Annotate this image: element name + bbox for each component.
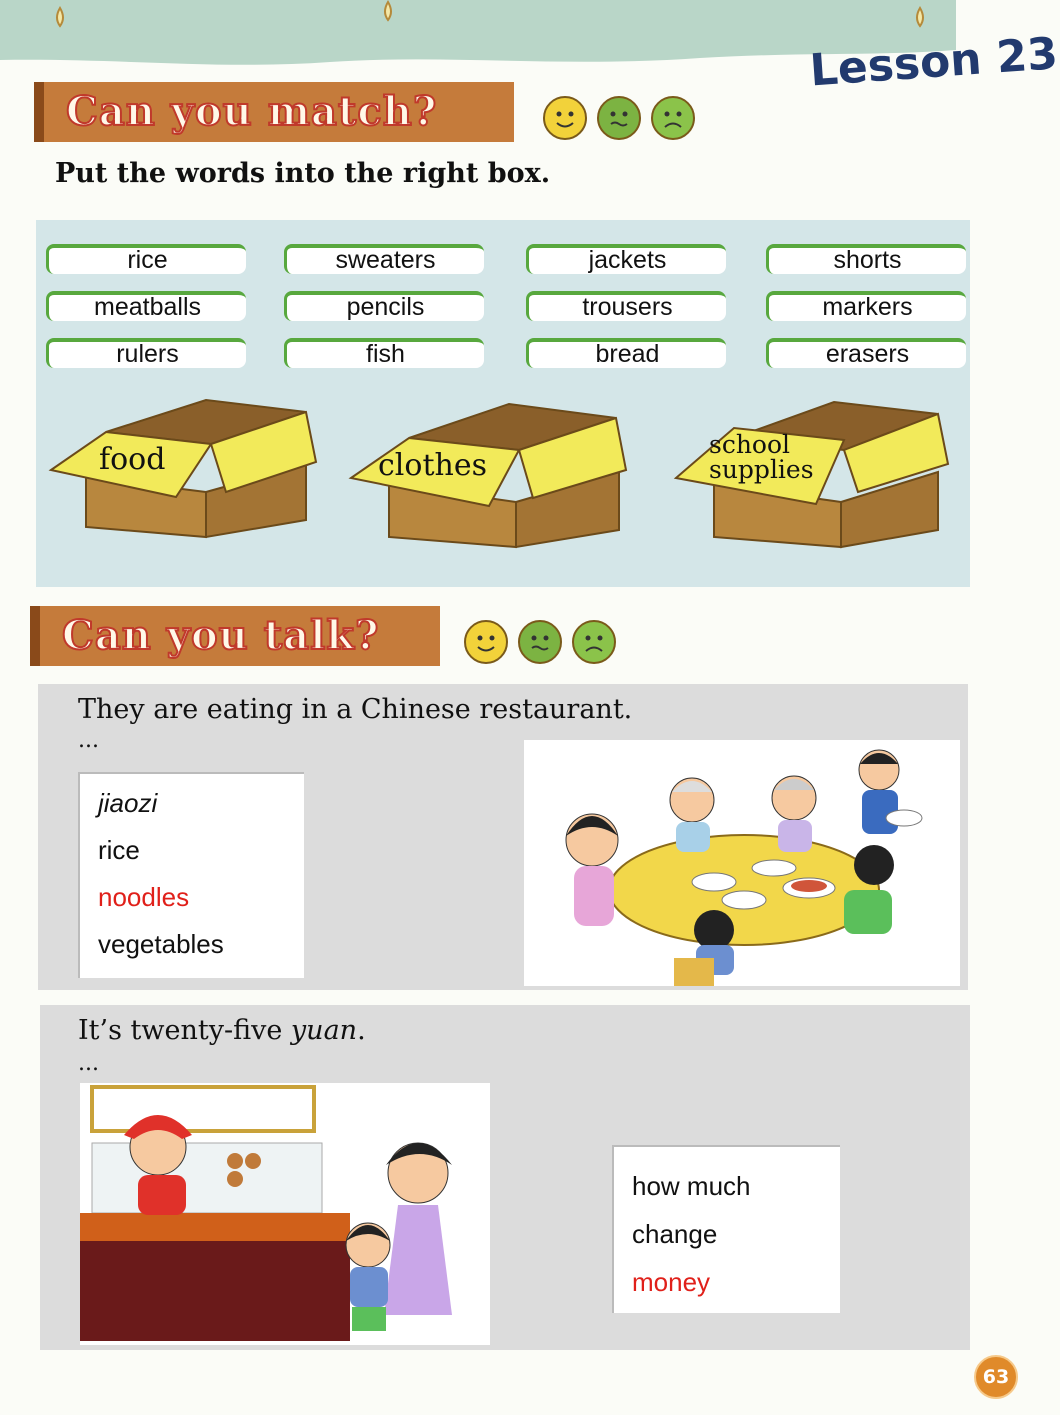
dialog-line	[78, 1015, 366, 1046]
dialog-line-pre: It’s twenty-five	[78, 1015, 291, 1046]
word-pencils[interactable]: pencils	[284, 291, 484, 321]
dialog-ellipsis: ...	[78, 1051, 99, 1076]
word-fish[interactable]: fish	[284, 338, 484, 368]
shop-illustration	[80, 1083, 490, 1345]
card-word-change: change	[632, 1219, 718, 1249]
box-clothes[interactable]	[351, 392, 631, 552]
dialog-panel-restaurant	[38, 684, 968, 990]
word-shorts[interactable]: shorts	[766, 244, 966, 274]
smiley-happy-icon[interactable]	[464, 620, 508, 664]
dialog-ellipsis: ...	[78, 728, 99, 753]
cardboard-box-icon	[51, 392, 321, 542]
box-label-clothes: clothes	[378, 448, 487, 483]
card-word-vegetables: vegetables	[98, 929, 224, 959]
smiley-happy-icon[interactable]	[543, 96, 587, 140]
instruction: Put the words into the right box.	[55, 158, 551, 189]
word-rulers[interactable]: rulers	[46, 338, 246, 368]
word-rice[interactable]: rice	[46, 244, 246, 274]
dialog-panel-shop	[40, 1005, 970, 1350]
card-word-jiaozi: jiaozi	[98, 788, 158, 818]
smiley-neutral-icon[interactable]	[518, 620, 562, 664]
word-meatballs[interactable]: meatballs	[46, 291, 246, 321]
dialog-line: They are eating in a Chinese restaurant.	[78, 694, 633, 725]
card-word-how-much: how much	[632, 1171, 751, 1201]
smiley-sad-icon[interactable]	[572, 620, 616, 664]
match-heading-banner	[34, 82, 514, 142]
page-number: 63	[974, 1355, 1018, 1399]
dialog-line-yuan: yuan	[290, 1015, 358, 1046]
word-jackets[interactable]: jackets	[526, 244, 726, 274]
word-markers[interactable]: markers	[766, 291, 966, 321]
card-word-money: money	[632, 1267, 711, 1297]
card-word-rice: rice	[98, 835, 140, 865]
word-card-food	[78, 772, 304, 978]
word-trousers[interactable]: trousers	[526, 291, 726, 321]
dialog-line-post: .	[357, 1015, 366, 1046]
box-food[interactable]	[51, 392, 321, 542]
smiley-neutral-icon[interactable]	[597, 96, 641, 140]
match-panel	[36, 220, 970, 587]
lesson-title: Lesson 23	[808, 28, 1060, 97]
restaurant-illustration	[524, 740, 960, 986]
talk-heading: Can you talk?	[62, 612, 380, 659]
talk-heading-banner	[30, 606, 440, 666]
box-label-school-supplies: school supplies	[709, 430, 814, 484]
box-label-food: food	[99, 442, 166, 477]
smiley-sad-icon[interactable]	[651, 96, 695, 140]
box-school-supplies[interactable]	[676, 392, 956, 552]
word-erasers[interactable]: erasers	[766, 338, 966, 368]
match-heading: Can you match?	[66, 88, 438, 135]
word-bread[interactable]: bread	[526, 338, 726, 368]
card-word-noodles: noodles	[98, 882, 190, 912]
word-card-money	[612, 1145, 840, 1313]
word-sweaters[interactable]: sweaters	[284, 244, 484, 274]
